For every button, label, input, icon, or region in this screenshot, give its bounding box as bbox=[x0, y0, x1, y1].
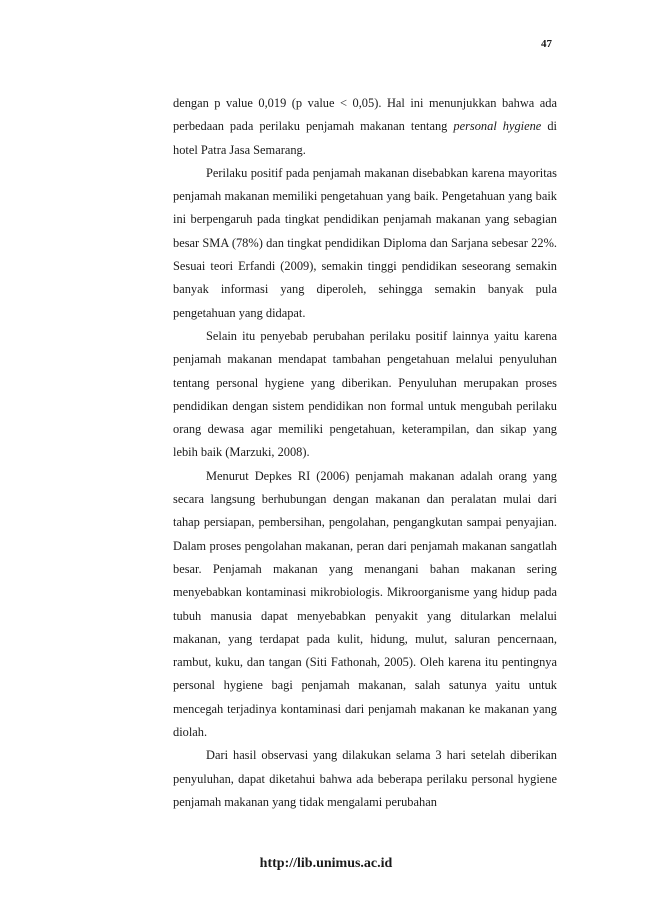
paragraph-1 bbox=[173, 92, 557, 162]
paragraph-3: Selain itu penyebab perubahan perilaku positif lainnya yaitu karena penjamah makanan mendapat tambahan pengetahuan melalui penyuluhan tentang personal hygiene yang diberikan. Penyuluhan merupakan proses pendidikan dengan sistem pendidikan non formal untuk mengubah perilaku orang dewasa agar memiliki pengetahuan, keterampilan, dan sikap yang lebih baik (Marzuki, 2008). bbox=[173, 328, 557, 460]
paragraph-5: Dari hasil observasi yang dilakukan selama 3 hari setelah diberikan penyuluhan, dapat diketahui bahwa ada beberapa perilaku personal hygiene penjamah makanan yang tidak mengalami perubahan bbox=[173, 748, 557, 809]
paragraph-1-text: dengan p value 0,019 (p value < 0,05). Hal ini menunjukkan bahwa ada perbedaan pada perilaku penjamah makanan tentang bbox=[173, 96, 557, 134]
body-text bbox=[173, 92, 557, 814]
paragraph-2: Perilaku positif pada penjamah makanan disebabkan karena mayoritas penjamah makanan memiliki pengetahuan yang baik. Pengetahuan yang baik ini berpengaruh pada tingkat pendidikan penjamah makanan yang sebagian besar SMA (78%) dan tingkat pendidikan Diploma dan Sarjana sebesar 22%. Sesuai teori Erfandi (2009), semakin tinggi pendidikan seseorang semakin banyak informasi yang diperoleh, sehingga semakin banyak pula pengetahuan yang didapat. bbox=[173, 165, 557, 320]
paragraph-4: Menurut Depkes RI (2006) penjamah makanan adalah orang yang secara langsung berhubungan dengan makanan dan peralatan mulai dari tahap persiapan, pembersihan, pengolahan, pengangkutan sampai penyajian. Dalam proses pengolahan makanan, peran dari penjamah makanan sangatlah besar. Penjamah makanan yang menangani bahan makanan sering menyebabkan kontaminasi mikrobiologis. Mikroorganisme yang hidup pada tubuh manusia dapat menyebabkan penyakit yang ditularkan melalui makanan, yang terdapat pada kulit, hidung, mulut, saluran pencernaan, rambut, kuku, dan tangan (Siti Fathonah, 2005). Oleh karena itu pentingnya personal hygiene bagi penjamah makanan, salah satunya yaitu untuk mencegah terjadinya kontaminasi dari penjamah makanan ke makanan yang diolah. bbox=[173, 468, 557, 740]
page-number: 47 bbox=[541, 38, 552, 50]
paragraph-1-italic-term: personal hygiene bbox=[453, 119, 542, 134]
footer-url: http://lib.unimus.ac.id bbox=[259, 856, 393, 871]
paragraph-1-text-end: di hotel Patra Jasa Semarang. bbox=[173, 119, 557, 157]
